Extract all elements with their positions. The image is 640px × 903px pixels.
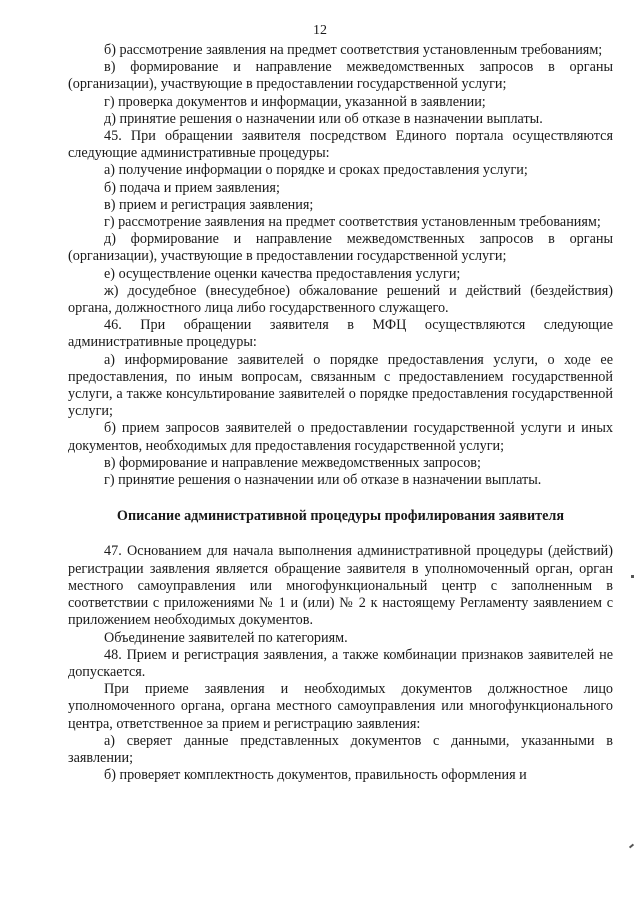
paragraph: в) формирование и направление межведомственных запросов в органы (организации), участвующие в предоставлении государственной услуги;: [68, 59, 613, 93]
paragraph: е) осуществление оценки качества предоставления услуги;: [104, 265, 461, 282]
paragraph: 46. При обращении заявителя в МФЦ осуществляются следующие административные процедуры:: [68, 317, 613, 351]
scan-mark: [629, 844, 634, 849]
paragraph: б) рассмотрение заявления на предмет соответствия установленным требованиям;: [104, 42, 603, 58]
paragraph: ж) досудебное (внесудебное) обжалование решений и действий (бездействия) органа, должностного лица либо государственного служащего.: [68, 282, 613, 317]
paragraph: г) принятие решения о назначении или об отказе в назначении выплаты.: [104, 472, 542, 489]
paragraph: б) прием запросов заявителей о предоставлении государственной услуги и иных документов, необходимых для предоставления государственной услуги;: [68, 420, 613, 454]
paragraph: а) информирование заявителей о порядке предоставления услуги, о ходе ее предоставления, по иным вопросам, связанным с предоставлением государственной услуги, а также консультирование заявителей о порядке предоставления государственной услуги;: [68, 351, 613, 420]
scan-mark: [631, 575, 634, 578]
paragraph: в) формирование и направление межведомственных запросов;: [104, 454, 481, 471]
paragraph: 48. Прием и регистрация заявления, а также комбинации признаков заявителей не допускается.: [68, 646, 613, 680]
paragraph: б) проверяет комплектность документов, правильность оформления и: [104, 767, 527, 784]
paragraph: б) подача и прием заявления;: [104, 179, 280, 196]
paragraph: а) получение информации о порядке и сроках предоставления услуги;: [104, 162, 528, 179]
paragraph: д) формирование и направление межведомственных запросов в органы (организации), участвующие в предоставлении государственной услуги;: [68, 231, 613, 265]
paragraph: д) принятие решения о назначении или об отказе в назначении выплаты.: [104, 110, 543, 127]
paragraph: Объединение заявителей по категориям.: [104, 629, 348, 646]
paragraph: 45. При обращении заявителя посредством Единого портала осуществляются следующие административные процедуры:: [68, 128, 613, 162]
paragraph: г) рассмотрение заявления на предмет соответствия установленным требованиям;: [104, 214, 601, 231]
paragraph: в) прием и регистрация заявления;: [104, 196, 314, 213]
document-body: [68, 42, 613, 784]
paragraph: а) сверяет данные представленных документов с данными, указанными в заявлении;: [68, 732, 613, 766]
paragraph: г) проверка документов и информации, указанной в заявлении;: [104, 93, 486, 110]
page-number: 12: [313, 23, 327, 38]
paragraph: При приеме заявления и необходимых документов должностное лицо уполномоченного органа, органа местного самоуправления или многофункционального центра, ответственное за прием и регистрацию заявления:: [68, 681, 613, 732]
paragraph: 47. Основанием для начала выполнения административной процедуры (действий) регистрации заявления является обращение заявителя в уполномоченный орган, орган местного самоуправления или многофункциональный центр с заполненным в соответствии с приложениями № 1 и (или) № 2 к настоящему Регламенту заявлением с приложением необходимых документов.: [68, 543, 613, 629]
section-title: Описание административной процедуры профилирования заявителя: [116, 508, 565, 525]
